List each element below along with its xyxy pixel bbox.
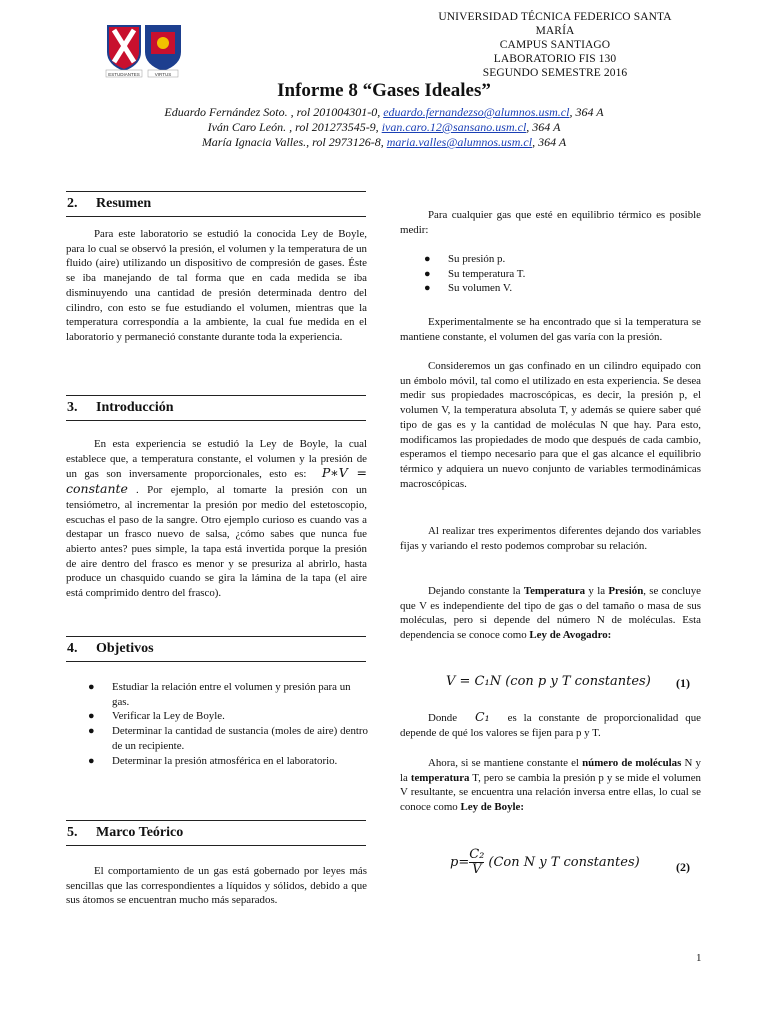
paragraph-boyle: Ahora, si se mantiene constante el número de moléculas N y la temperatura T, pero se cambia la presión p y se mide el volumen V resultante, se encuentra una relación inversa entre ellas, lo cual se conoce como Ley de Boyle:	[400, 757, 701, 814]
equation-boyle: p= $\frac{\text{C₂}}{V}$ (Con N y T constantes)	[450, 847, 640, 877]
campus-name: CAMPUS SANTIAGO	[499, 39, 611, 51]
university-logo	[104, 22, 186, 78]
paragraph-experimental: Experimentalmente se ha encontrado que si la temperatura se mantiene constante, el volumen del gas varía con la presión.	[400, 316, 701, 343]
list-item: ● Su temperatura T.	[424, 267, 526, 280]
equation-number-2: (2)	[676, 860, 690, 874]
objectives-list	[88, 680, 368, 768]
introduccion-paragraph: En esta experiencia se estudió la Ley de Boyle, la cual establece que, a temperatura constante, el volumen y la presión de un gas son inversamente proporcionales, esto es: P∗V = constante . Por ejemplo, al tomarte la presión con un tensiómetro, al incrementar la presión por medio del estetoscopio, escuchas el paso de la sangre. Otro ejemplo curioso es cuando vas a destapar un frasco nuevo de salsa, ¿cómo sabes que nunca fue abierto antes? pues simple, la tapa está invertida porque la presión de aire dentro del frasco es menor y se presuriza al abrirlo, hasta produce un chasquido cuando se gira la lámina de la tapa (el aire está comprimido dentro del frasco).	[66, 438, 367, 600]
list-item: ● Su presión p.	[424, 253, 506, 265]
resumen-paragraph: Para este laboratorio se estudió la conocida Ley de Boyle, para lo cual se observó la presión, el volumen y la temperatura de un fluido (aire) utilizando un dispositivo de compresión de gases. Éste se iba manejando de tal forma que en cada medida se iba disminuyendo una cantidad de presión determinada dentro del cilindro, con esto se fue estudiando el volumen, mientras que la temperatura correspondía a la ambiente, la cual fue medida en el laboratorio y permaneció constante durante toda la experiencia.	[66, 228, 367, 343]
author-list	[0, 105, 768, 150]
list-item: ● Determinar la presión atmosférica en el laboratorio.	[88, 754, 338, 767]
right-intro-paragraph: Para cualquier gas que esté en equilibrio térmico es posible medir:	[400, 209, 701, 236]
bullet-icon: ●	[424, 253, 431, 265]
paragraph-avogadro: Dejando constante la Temperatura y la Presión, se concluye que V es independiente del tipo de gas o del tamaño o masa de sus moléculas, pero si depende del número N de moléculas. Esta dependencia se conoce como Ley de Avogadro:	[400, 585, 701, 642]
bullet-icon: ●	[88, 710, 95, 723]
page-number: 1	[696, 952, 702, 964]
university-name: UNIVERSIDAD TÉCNICA FEDERICO SANTA MARÍA	[438, 11, 672, 37]
author-row: María Ignacia Valles., rol 2973126-8, maria.valles@alumnos.usm.cl, 364 A	[201, 135, 567, 149]
list-item: ● Estudiar la relación entre el volumen y presión para un gas.	[88, 681, 351, 708]
author-row: Iván Caro León. , rol 201273545-9, ivan.caro.12@sansano.usm.cl, 364 A	[207, 120, 561, 134]
bullet-icon: ●	[424, 282, 431, 295]
lab-name: LABORATORIO FIS 130	[493, 53, 617, 65]
paragraph-donde: Donde C₁ es la constante de proporcionalidad que depende de qué los valores se fijen para p y T.	[400, 709, 701, 739]
fraction: $\frac{\text{C₂}}{V}$	[469, 847, 485, 877]
logo-motto-left: ESTUDIANTES	[108, 72, 140, 77]
constant-c1: C₁	[475, 709, 490, 724]
author-row: Eduardo Fernández Soto. , rol 201004301-0, eduardo.fernandezso@alumnos.usm.cl, 364 A	[164, 105, 604, 119]
section-heading-introduccion: 3. Introducción	[66, 395, 366, 421]
bullet-icon: ●	[424, 267, 431, 280]
author-email-link[interactable]: ivan.caro.12@sansano.usm.cl	[381, 120, 527, 134]
semester: SEGUNDO SEMESTRE 2016	[482, 67, 628, 79]
boyle-formula-inline: P∗V = constante	[66, 465, 367, 497]
section-heading-objetivos: 4. Objetivos	[66, 636, 366, 662]
section-heading-marco-teorico: 5. Marco Teórico	[66, 820, 366, 846]
author-email-link[interactable]: eduardo.fernandezso@alumnos.usm.cl	[383, 105, 570, 119]
measurables-list	[424, 252, 694, 296]
marco-paragraph: El comportamiento de un gas está gobernado por leyes más sencillas que las correspondientes a líquidos y sólidos, debido a que sus átomos se encuentran mucho más separados.	[66, 865, 367, 907]
bullet-icon: ●	[88, 725, 95, 738]
list-item: ● Su volumen V.	[424, 282, 513, 295]
list-item: ● Verificar la Ley de Boyle.	[88, 710, 225, 723]
bullet-icon: ●	[88, 754, 95, 767]
equation-avogadro: V = C₁N (con p y T constantes)	[446, 674, 651, 689]
logo-motto-right: VIRTUS	[154, 72, 172, 77]
list-item: ● Determinar la cantidad de sustancia (moles de aire) dentro de un recipiente.	[88, 725, 368, 752]
equation-number-1: (1)	[676, 676, 690, 690]
bullet-icon: ●	[88, 681, 95, 693]
paragraph-three-experiments: Al realizar tres experimentos diferentes dejando dos variables fijas y variando el resto podemos comprobar su relación.	[400, 525, 701, 552]
institution-header	[420, 10, 690, 80]
section-heading-resumen: 2. Resumen	[66, 191, 366, 217]
paragraph-cylinder: Consideremos un gas confinado en un cilindro equipado con un émbolo móvil, tal como el utilizado en esta experiencia. Se desea medir sus propiedades macroscópicas, es decir, la presión p, el volumen V, la temperatura absoluta T, y además se quiere saber qué tipo de gas es y la cantidad de moléculas N que hay. Para esto, modificamos las propiedades de modo que después de cada cambio, esperamos el tiempo necesario para que el gas alcance el equilibrio térmico y adquiera un nuevo conjunto de variables termodinámicas macroscópicas.	[400, 360, 701, 490]
author-email-link[interactable]: maria.valles@alumnos.usm.cl	[386, 135, 533, 149]
report-title: Informe 8 “Gases Ideales”	[277, 80, 491, 101]
